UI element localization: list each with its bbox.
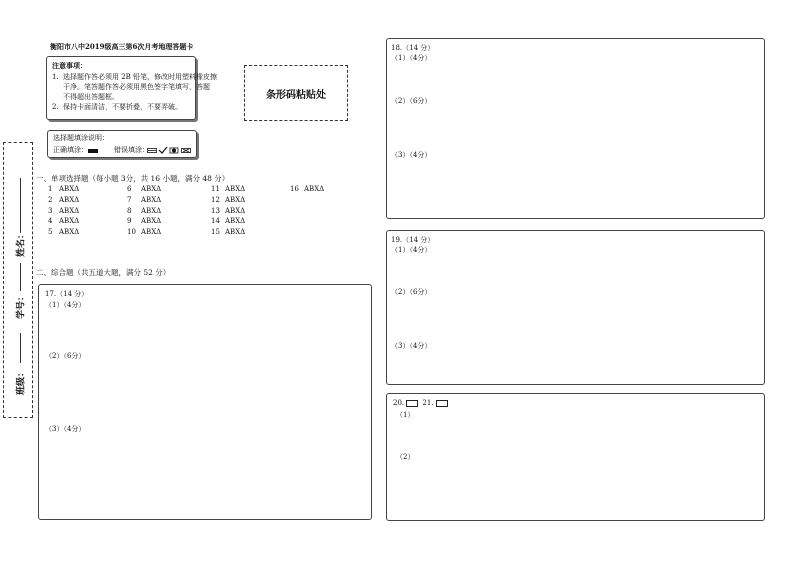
mc-options[interactable]: ABXΔ	[59, 195, 80, 204]
q19-part3: （3）（4分）	[391, 342, 432, 350]
q19-answer-box[interactable]	[386, 230, 765, 385]
correct-fill-mark	[88, 149, 98, 153]
q17-part2: （2）（6分）	[45, 352, 86, 360]
q17-answer-box[interactable]	[38, 284, 372, 520]
section1-title: 一、单项选择题（每小题 3分，共 16 小题，满分 48 分）	[36, 174, 230, 183]
mc-options[interactable]: ABXΔ	[59, 228, 80, 237]
mc-question-10[interactable]	[127, 228, 161, 237]
q17-part3: （3）（4分）	[45, 425, 86, 433]
mc-question-11[interactable]	[211, 185, 245, 194]
q19-part2: （2）（6分）	[391, 288, 432, 296]
mc-question-5[interactable]	[48, 228, 79, 237]
mc-options[interactable]: ABXΔ	[141, 217, 162, 226]
mc-question-number: 13	[211, 206, 220, 215]
mc-question-number: 16	[290, 185, 299, 193]
number-label: 学号：	[16, 292, 27, 320]
mc-options[interactable]: ABXΔ	[141, 195, 162, 204]
mc-question-number: 8	[127, 206, 132, 215]
mc-options[interactable]: ABXΔ	[225, 185, 246, 193]
mc-question-15[interactable]	[211, 228, 245, 237]
mc-options[interactable]: ABXΔ	[59, 185, 80, 193]
mc-question-9[interactable]	[127, 217, 161, 226]
mc-question-number: 12	[211, 195, 220, 204]
mc-question-number: 11	[211, 185, 220, 193]
mc-options[interactable]: ABXΔ	[225, 195, 246, 204]
notice-item-2: 保持卡面清洁，不要折叠，不要弄破。	[63, 103, 182, 111]
q19-title: 19.（14 分）	[391, 236, 435, 244]
q20-21-answer-box[interactable]	[386, 393, 765, 521]
name-label: 姓名：	[16, 230, 27, 258]
mc-options[interactable]: ABXΔ	[225, 217, 246, 226]
mc-options[interactable]: ABXΔ	[225, 206, 246, 215]
notice-item-1: 选择题作答必须用 2B 铅笔，修改时用塑料橡皮擦	[63, 73, 218, 81]
notice-item-1-line3: 不得超出答题框。	[63, 93, 119, 101]
mc-question-number: 14	[211, 217, 220, 226]
notice-item-1-num: 1.	[52, 73, 59, 81]
q17-title: 17.（14 分）	[45, 290, 89, 298]
exam-title: 衡阳市八中2019级高三第6次月考地理答题卡	[50, 42, 194, 51]
q20-part2: （2）	[396, 453, 415, 461]
mc-question-16[interactable]	[290, 185, 324, 194]
mc-question-12[interactable]	[211, 196, 245, 205]
mc-question-13[interactable]	[211, 207, 245, 216]
mc-options[interactable]: ABXΔ	[225, 228, 246, 237]
mc-question-number: 9	[127, 217, 132, 226]
mc-question-8[interactable]	[127, 207, 161, 216]
notice-box	[46, 56, 218, 120]
q20-21-header	[393, 399, 450, 408]
q21-choice-box[interactable]	[436, 400, 448, 407]
mc-question-number: 5	[48, 228, 53, 237]
mc-question-number: 3	[48, 206, 53, 215]
mc-options[interactable]: ABXΔ	[304, 185, 325, 193]
mc-question-number: 4	[48, 217, 53, 226]
q17-part1: （1）（4分）	[45, 301, 86, 309]
q20-part1: （1）	[396, 411, 415, 419]
mc-question-4[interactable]	[48, 217, 79, 226]
mc-options[interactable]: ABXΔ	[59, 217, 80, 226]
mc-options[interactable]: ABXΔ	[141, 185, 162, 193]
mc-question-number: 2	[48, 195, 53, 204]
mc-question-1[interactable]	[48, 185, 79, 194]
mc-question-3[interactable]	[48, 207, 79, 216]
mc-question-number: 6	[127, 185, 132, 193]
q18-part2: （2）（6分）	[391, 97, 432, 105]
mc-question-6[interactable]	[127, 185, 161, 194]
mc-question-number: 10	[127, 228, 136, 237]
mc-question-number: 7	[127, 195, 132, 204]
q21-number: 21.	[422, 399, 434, 407]
notice-title: 注意事项：	[52, 61, 87, 70]
q20-number: 20.	[393, 399, 405, 407]
wrong-fill-marks	[147, 146, 195, 155]
mc-question-14[interactable]	[211, 217, 245, 226]
q18-title: 18.（14 分）	[391, 44, 435, 52]
wrong-fill-label: 错误填涂：	[114, 146, 149, 154]
mc-options[interactable]: ABXΔ	[59, 206, 80, 215]
student-info-strip	[3, 142, 33, 418]
mc-question-number: 1	[48, 185, 53, 193]
fill-guide-title: 选择题填涂说明：	[53, 134, 109, 142]
q18-part3: （3）（4分）	[391, 151, 432, 159]
section2-title: 二、综合题（共五道大题，满分 52 分）	[36, 268, 171, 277]
mc-question-number: 15	[211, 228, 220, 237]
q18-answer-box[interactable]	[386, 38, 765, 219]
notice-item-1-line2: 干净。笔答题作答必须用黑色签字笔填写，答题	[63, 83, 210, 91]
correct-fill-label: 正确填涂：	[53, 146, 88, 154]
q20-choice-box[interactable]	[406, 400, 418, 407]
q19-part1: （1）（4分）	[391, 246, 432, 254]
fill-guide-box	[47, 130, 197, 158]
mc-question-2[interactable]	[48, 196, 79, 205]
mc-options[interactable]: ABXΔ	[141, 228, 162, 237]
q18-part1: （1）（4分）	[391, 54, 432, 62]
mc-options[interactable]: ABXΔ	[141, 206, 162, 215]
notice-item-2-num: 2.	[52, 103, 59, 111]
mc-question-7[interactable]	[127, 196, 161, 205]
barcode-label: 条形码粘贴处	[266, 90, 326, 101]
class-label: 班级：	[16, 368, 27, 396]
barcode-area	[244, 65, 348, 121]
class-underline	[20, 333, 21, 363]
